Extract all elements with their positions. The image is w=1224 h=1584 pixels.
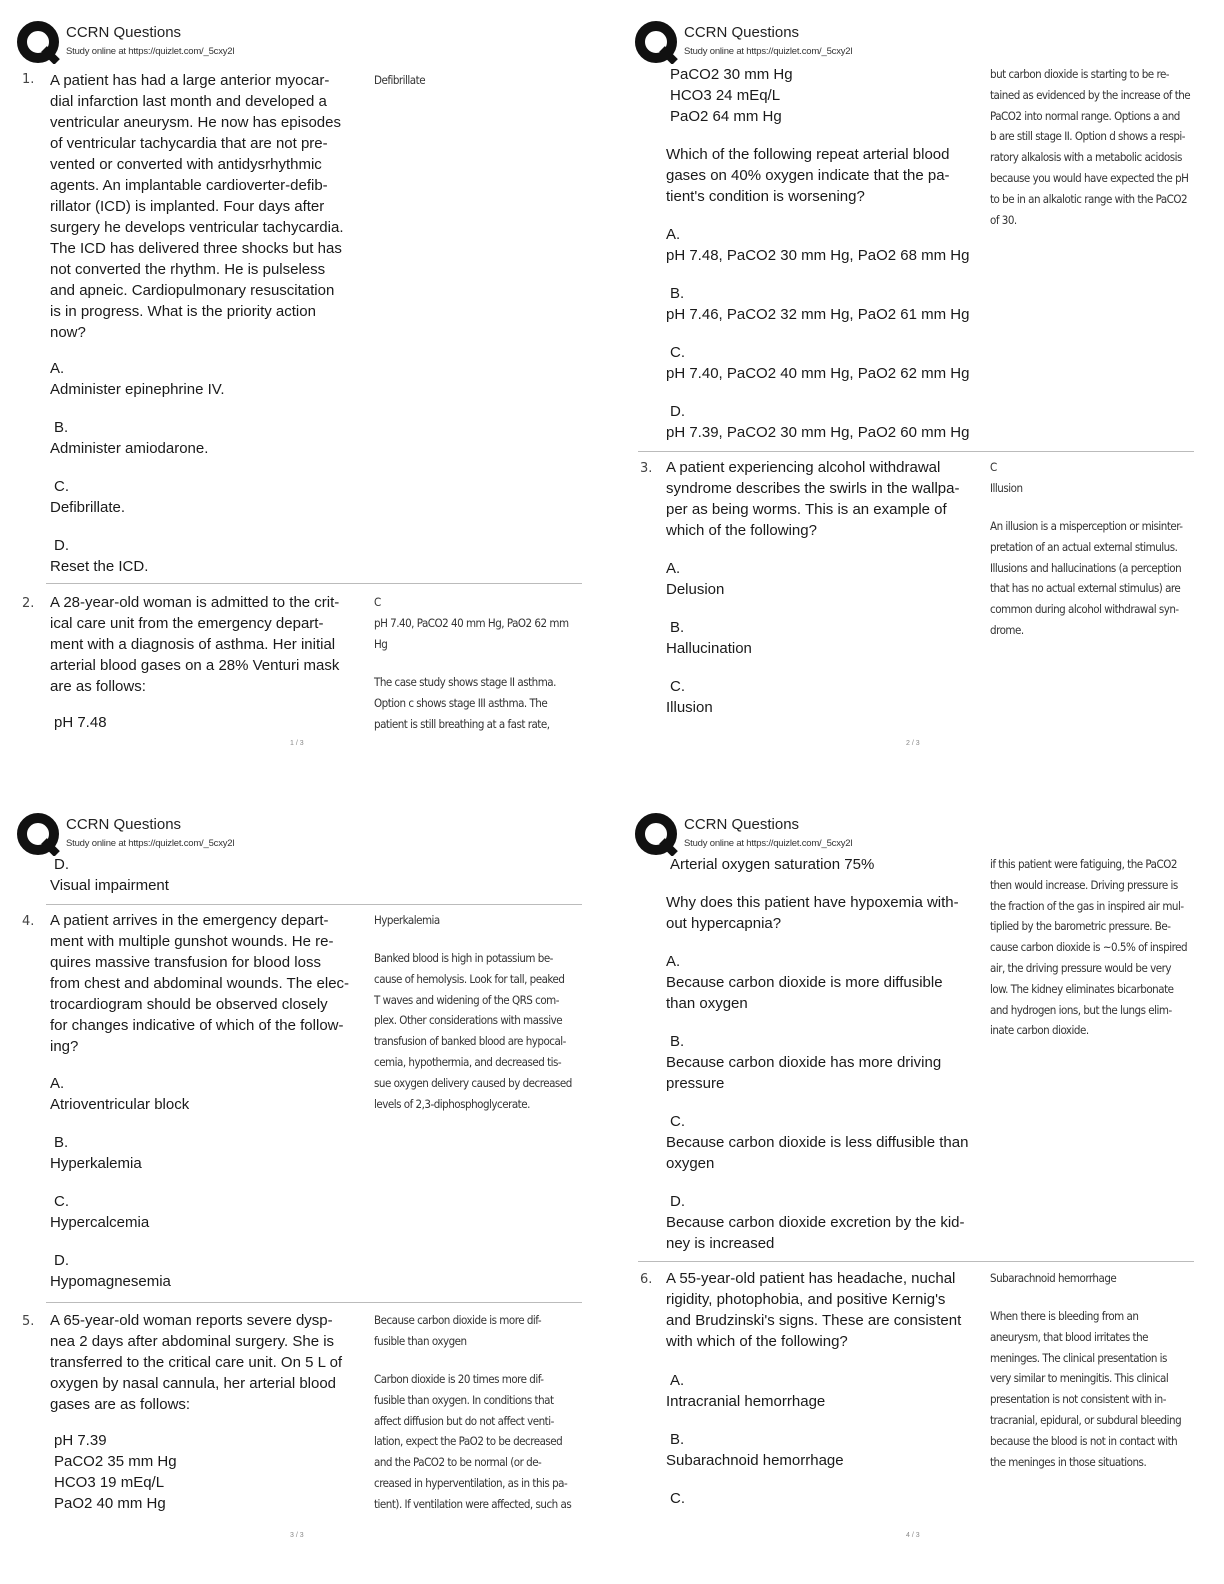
option-text[interactable]: Hallucination [666,640,752,657]
option-text[interactable]: Because carbon dioxide is more diffusible than oxygen [666,974,943,1012]
option-text[interactable]: Visual impairment [50,877,169,894]
question-stem: A 55-year-old patient has headache, nuchal rigidity, photophobia, and positive Kernig's and Brudzinski's signs. These are consistent with which of the following? [666,1270,962,1350]
option-text[interactable]: Intracranial hemorrhage [666,1393,826,1410]
option-letter: A. [670,1372,685,1389]
page-header [632,806,1224,856]
option-letter: B. [670,1431,685,1448]
answer-text: Illusion [990,481,1023,495]
quizlet-logo-icon [634,20,678,64]
option-letter: D. [54,537,69,554]
option-letter: A. [666,560,681,577]
question-stem: A 28-year-old woman is admitted to the crit- ical care unit from the emergency depart- ment with a diagnosis of asthma. Her initial arterial blood gases on a 28% Venturi mask are as follows: [50,594,340,695]
header-title: CCRN Questions [684,816,800,833]
question-number: 5. [22,1314,35,1329]
option-text[interactable]: Defibrillate. [50,499,126,516]
question-number: 3. [640,461,653,476]
question-divider [46,904,582,905]
option-letter: B. [670,285,685,302]
header-title: CCRN Questions [684,24,800,41]
header-subtitle: Study online at https://quizlet.com/_5cxy2l [684,838,853,849]
page-header [14,806,608,856]
option-letter: D. [670,403,685,420]
header-title: CCRN Questions [66,24,182,41]
option-letter: C. [670,1490,685,1507]
option-letter: B. [54,419,69,436]
option-text[interactable]: Administer epinephrine IV. [50,381,225,398]
option-letter: D. [54,1252,69,1269]
value-lines: pH 7.39 PaCO2 35 mm Hg HCO3 19 mEq/L PaO2 40 mm Hg [54,1432,177,1512]
value-lines: PaCO2 30 mm Hg HCO3 24 mEq/L PaO2 64 mm Hg [670,66,793,125]
answer-text: pH 7.40, PaCO2 40 mm Hg, PaO2 62 mm Hg [374,616,569,651]
page-3 [14,806,608,1584]
option-letter: B. [670,1033,685,1050]
answer-explanation: Banked blood is high in potassium be- cause of hemolysis. Look for tall, peaked T waves and widening of the QRS com- plex. Other considerations with massive transfusion of banked blood are hypocal- cemia, hypothermia, and decreased tis- sue oxygen delivery caused by decreased levels of 2,3-diphosphoglycerate. [374,951,572,1111]
question-stem: A 65-year-old woman reports severe dysp- nea 2 days after abdominal surgery. She is transferred to the critical care unit. On 5 L of oxygen by nasal cannula, her arterial blood gases are as follows: [50,1312,343,1413]
answer-explanation: When there is bleeding from an aneurysm, that blood irritates the meninges. The clinical presentation is very similar to meningitis. This clinical presentation is not consistent with in- tracranial, epidural, or subdural bleeding because the blood is not in contact with the meninges in those situations. [990,1309,1182,1469]
question-number: 2. [22,596,35,611]
answer-text: Subarachnoid hemorrhage [990,1271,1117,1285]
option-text[interactable]: pH 7.40, PaCO2 40 mm Hg, PaO2 62 mm Hg [666,365,970,382]
option-letter: C. [54,478,69,495]
answer-text: Because carbon dioxide is more dif- fusible than oxygen [374,1313,542,1348]
question-stem: A patient has had a large anterior myocar- dial infarction last month and developed a ventricular aneurysm. He now has episodes of ventricular tachycardia that are not pre- vented or converted with antidysrhythmic agents. An implantable cardioverter-defib- rillator (ICD) is implanted. Four days after surgery he develops ventricular tachycardia. The ICD has delivered three shocks but has not converted the rhythm. He is pulseless and apneic. Cardiopulmonary resuscitation is in progress. What is the priority action now? [50,72,344,341]
page-number: 2 / 3 [906,740,920,747]
option-letter: A. [666,953,681,970]
page-number: 1 / 3 [290,740,304,747]
question-divider [46,583,582,584]
option-text[interactable]: pH 7.39, PaCO2 30 mm Hg, PaO2 60 mm Hg [666,424,970,441]
option-letter: B. [54,1134,69,1151]
page-number: 4 / 3 [906,1532,920,1539]
question-text: Why does this patient have hypoxemia with- out hypercapnia? [666,894,959,932]
question-divider [46,1302,582,1303]
header-subtitle: Study online at https://quizlet.com/_5cxy2l [66,46,235,57]
question-divider [638,451,1194,452]
answer-explanation: if this patient were fatiguing, the PaCO2 then would increase. Driving pressure is the fraction of the gas in inspired air mul- tiplied by the barometric pressure. Be- cause carbon dioxide is ~0.5% of inspired air, the driving pressure would be very low. The kidney eliminates bicarbonate and hydrogen ions, but the lungs elim- inate carbon dioxide. [990,857,1188,1038]
option-text[interactable]: Because carbon dioxide has more driving pressure [666,1054,942,1092]
option-text[interactable]: Hyperkalemia [50,1155,142,1172]
answer-explanation: An illusion is a misperception or misinter- pretation of an actual external stimulus. Illusions and hallucinations (a perception that has no actual external stimulus) are common during alcohol withdrawal syn- drome. [990,519,1183,637]
answer-text: Hyperkalemia [374,913,440,927]
page-header [632,14,1224,64]
page-number: 3 / 3 [290,1532,304,1539]
question-text: Which of the following repeat arterial blood gases on 40% oxygen indicate that the pa- tient's condition is worsening? [666,146,950,205]
option-text[interactable]: Administer amiodarone. [50,440,209,457]
answer-explanation: but carbon dioxide is starting to be re- tained as evidenced by the increase of the PaCO2 into normal range. Options a and b are still stage II. Option d shows a respi- ratory alkalosis with a metabolic acidosis because you would have expected the pH to be in an alkalotic range with the PaCO2 of 30. [990,67,1191,227]
option-letter: C. [670,678,685,695]
option-text[interactable]: pH 7.48, PaCO2 30 mm Hg, PaO2 68 mm Hg [666,247,970,264]
option-letter: D. [54,856,69,873]
value-line: Arterial oxygen saturation 75% [670,856,875,873]
option-text[interactable]: Reset the ICD. [50,558,149,575]
question-stem: A patient experiencing alcohol withdrawal syndrome describes the swirls in the wallpa- per as being worms. This is an example of which of the following? [666,459,960,539]
answer-text: Defibrillate [374,73,426,87]
option-letter: A. [666,226,681,243]
option-text[interactable]: Delusion [666,581,725,598]
option-letter: D. [670,1193,685,1210]
page-2 [632,14,1224,794]
question-number: 4. [22,914,35,929]
header-subtitle: Study online at https://quizlet.com/_5cxy2l [66,838,235,849]
question-stem: A patient arrives in the emergency depart- ment with multiple gunshot wounds. He re- quires massive transfusion for blood loss from chest and abdominal wounds. The elec- trocardiogram should be observed closely for changes indicative of which of the follow- ing? [50,912,350,1055]
option-text[interactable]: Hypomagnesemia [50,1273,171,1290]
value-line: pH 7.48 [54,714,107,731]
answer-explanation: Carbon dioxide is 20 times more dif- fusible than oxygen. In conditions that affect diffusion but do not affect venti- lation, expect the PaO2 to be decreased and the PaCO2 to be normal (or de- creased in hyperventilation, as in this pa- tient). If ventilation were affected, such as [374,1372,572,1511]
page-4 [632,806,1224,1584]
page-header [14,14,608,64]
question-number: 6. [640,1272,653,1287]
option-text[interactable]: Subarachnoid hemorrhage [666,1452,844,1469]
option-text[interactable]: pH 7.46, PaCO2 32 mm Hg, PaO2 61 mm Hg [666,306,970,323]
quizlet-logo-icon [16,812,60,856]
option-letter: A. [50,1075,65,1092]
option-text[interactable]: Hypercalcemia [50,1214,150,1231]
option-letter: C. [670,344,685,361]
option-text[interactable]: Because carbon dioxide excretion by the kid- ney is increased [666,1214,965,1252]
option-letter: C. [54,1193,69,1210]
header-title: CCRN Questions [66,816,182,833]
question-divider [638,1261,1194,1262]
question-number: 1. [22,72,35,87]
option-text[interactable]: Because carbon dioxide is less diffusible than oxygen [666,1134,969,1172]
option-letter: A. [50,360,65,377]
option-text[interactable]: Illusion [666,699,713,716]
quizlet-logo-icon [634,812,678,856]
page-1 [14,14,608,794]
option-text[interactable]: Atrioventricular block [50,1096,190,1113]
option-letter: B. [670,619,685,636]
answer-letter: C [374,595,381,609]
quizlet-logo-icon [16,20,60,64]
answer-explanation: The case study shows stage II asthma. Option c shows stage III asthma. The patient is still breathing at a fast rate, [374,675,556,731]
answer-letter: C [990,460,997,474]
header-subtitle: Study online at https://quizlet.com/_5cxy2l [684,46,853,57]
option-letter: C. [670,1113,685,1130]
